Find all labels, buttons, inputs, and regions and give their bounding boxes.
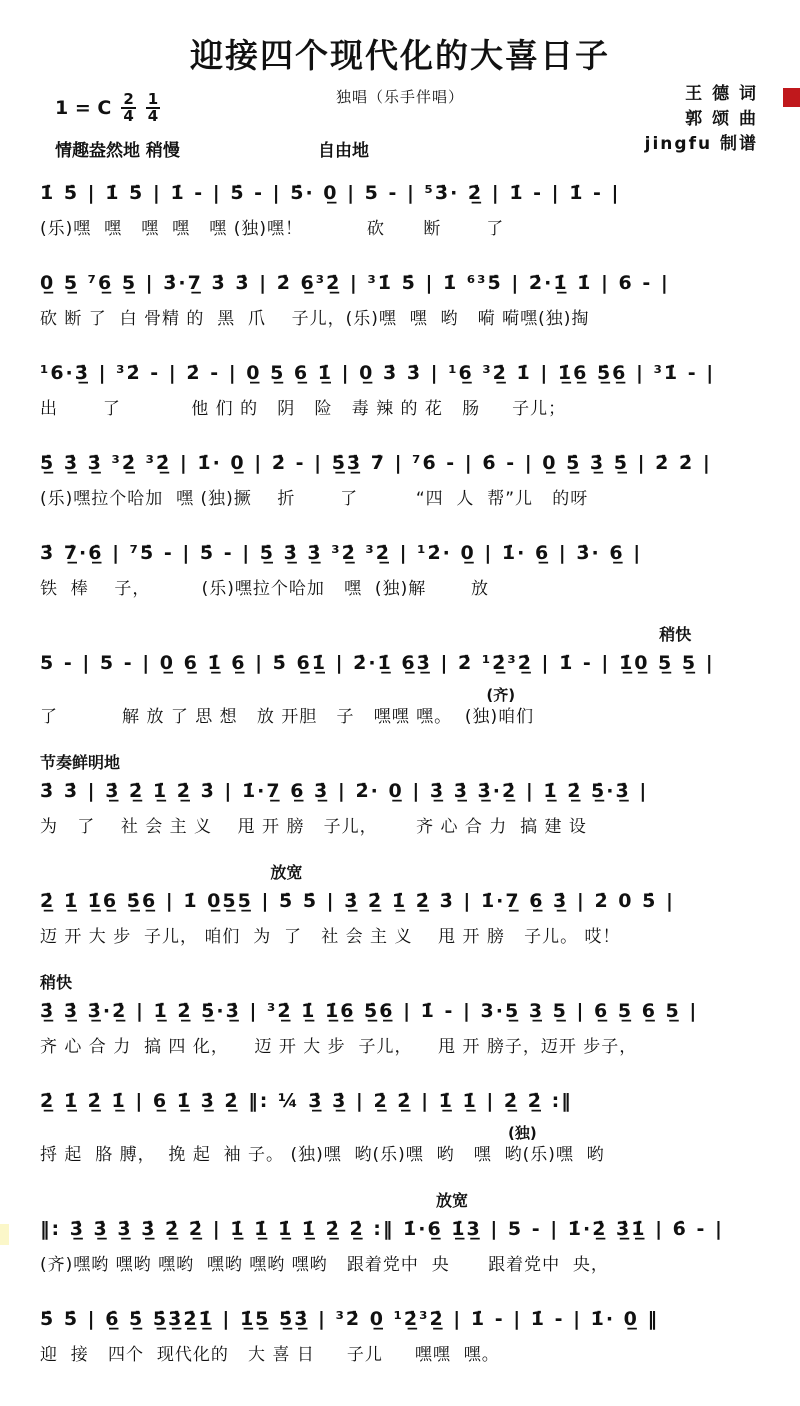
lyrics-line: 了 解 放 了 思 想 放 开胆 子 嘿嘿 嘿。 (独)咱们 — [40, 707, 535, 727]
tempo-marking-rhythmic: 节奏鲜明地 — [40, 753, 121, 772]
key-signature — [55, 92, 160, 124]
notation-line: 3̇ 3̇ | 3̲̇ 2̲̇ 1̲̇ 2̲̇ 3̇ | 1̇·7̲ 6̲ 3̲̇ | 2̇· 0̲ | 3̲̇ 3̲̇ 3̲̇·2̲̇ | 1̲̇ 2̲̇ 5̲̇·3̲̇ | — [40, 780, 649, 802]
time-sig-numerator: 1 — [147, 90, 159, 108]
notation-line: 5̇ 5̇ | 6̲̇ 5̲̇ 5̲̇3̲̇2̲̇1̲̇ | 1̲̇5̲ 5̲̇3̲̇ | ³2̇ 0̲ ¹2̲̇³2̲̇ | 1̇ - | 1̇ - | 1̇· 0̲ ‖ — [40, 1308, 660, 1330]
score — [0, 172, 800, 1366]
notation-line: ‖: 3̲̇ 3̲̇ 3̲̇ 3̲̇ 2̲̇ 2̲̇ | 1̲̇ 1̲̇ 1̲̇ 1̲̇ 2̲̇ 2̲̇ :‖ 1̇·6̲ 1̲̇3̲ | 5 - | 1̇·2̲̇ 3̲̇1̲̇ | 6̇ - | — [40, 1218, 724, 1240]
song-title: 迎接四个现代化的大喜日子 — [190, 36, 610, 75]
notation-line: 2̲̇ 1̲̇ 1̲̇6̲ 5̲̇6̲ | 1̇ 0̲5̲5̲ | 5̇ 5̇ | 3̲̇ 2̲̇ 1̲̇ 2̲̇ 3̇ | 1̇·7̲ 6̲ 3̲̇ | 2̇ 0 5̇ | — [40, 890, 675, 912]
notation-line: 1̇ 5̇ | 1̇ 5̇ | 1̇ - | 5̇ - | 5̇· 0̲ | 5 - | ⁵3̇· 2̲̇ | 1̇ - | 1̇ - | — [40, 182, 621, 204]
system-12 — [40, 1298, 760, 1366]
composer-credit: 郭 颂 曲 — [685, 109, 758, 129]
tempo-marking-fangkuan: 放宽 — [270, 863, 303, 882]
lyrics-line: (齐)嘿哟 嘿哟 嘿哟 嘿哟 嘿哟 嘿哟 跟着党中 央 跟着党中 央， — [40, 1255, 609, 1275]
system-3 — [40, 352, 760, 420]
lyrics-line: 捋 起 胳 膊， 挽 起 袖 子。 (独)嘿 哟(乐)嘿 哟 嘿 哟(乐)嘿 哟 — [40, 1145, 605, 1165]
transcriber-credit: jingfu 制谱 — [644, 134, 758, 154]
notation-line: 5 - | 5 - | 0̲ 6̲ 1̲̇ 6̲ | 5̇ 6̲1̲̇ | 2̇·1̲̇ 6̲3̲̇ | 2̇ ¹2̲̇³2̲̇ | 1̇ - | 1̲̇0̲ 5̲ 5̲ | — [40, 652, 715, 674]
system-4 — [40, 442, 760, 510]
yellow-edge-mark — [0, 1224, 9, 1245]
lyrics-line: 迈 开 大 步 子儿， 咱们 为 了 社 会 主 义 甩 开 膀 子儿。 哎！ — [40, 927, 621, 947]
ensemble-marking-qi: (齐) — [486, 686, 516, 704]
notation-line: 0̲ 5̲ ⁷6̲ 5̲ | 3̇·7̲ 3̇ 3̇ | 2̇ 6̲³2̲̇ | ³1̇ 5̇ | 1̇ ⁶³5̇ | 2̇·1̲̇ 1̇ | 6 - | — [40, 272, 670, 294]
time-signature-1-4 — [146, 92, 160, 124]
tempo-marking-fangkuan: 放宽 — [436, 1191, 469, 1210]
tempo-marking-shaokuai: 稍快 — [40, 973, 73, 992]
tempo-marking-free: 自由地 — [318, 141, 369, 161]
notation-line: ¹6·3̲̇ | ³2̇ - | 2̇ - | 0̲ 5̲ 6̲ 1̲̇ | 0̲ 3̇ 3̇ | ¹6̲ ³2̲̇ 1̇ | 1̲̇6̲ 5̲̇6̲ | ³1̇ - | — [40, 362, 716, 384]
tempo-marking-shaokuai: 稍快 — [659, 625, 692, 644]
lyrics-line: 出 了 他 们 的 阴 险 毒 辣 的 花 肠 子儿； — [40, 399, 567, 419]
system-6 — [40, 622, 760, 728]
time-sig-denominator: 4 — [147, 107, 159, 125]
notation-line: 3̇ 7̲̇·6̲̇ | ⁷5̇ - | 5̇ - | 5̲̇ 3̲̇ 3̲̇ ³2̲̇ ³2̲̇ | ¹2̇· 0̲ | 1̇· 6̲ | 3̇· 6̲ | — [40, 542, 643, 564]
lyrics-line: 铁 棒 子， (乐)嘿拉个哈加 嘿 (独)解 放 — [40, 579, 490, 599]
song-subtitle: 独唱（乐手伴唱） — [335, 88, 464, 106]
lyrics-line: (乐)嘿 嘿 嘿 嘿 嘿 (独)嘿！ 砍 断 了 — [40, 219, 505, 239]
notation-line: 3̲̇ 3̲̇ 3̲̇·2̲̇ | 1̲̇ 2̲̇ 5̲̇·3̲̇ | ³2̲̇ 1̲̇ 1̲̇6̲ 5̲̇6̲ | 1̇ - | 3·5̲ 3̲ 5̲ | 6̲ 5̲ 6̲ 5̲ | — [40, 1000, 699, 1022]
system-9 — [40, 970, 760, 1058]
lyrics-line: 齐 心 合 力 搞 四 化， 迈 开 大 步 子儿， 甩 开 膀子，迈开 步子， — [40, 1037, 638, 1057]
time-sig-numerator: 2 — [123, 90, 134, 108]
lyrics-line: (乐)嘿拉个哈加 嘿 (独)撅 折 了 “四 人 帮”儿 的呀 — [40, 489, 589, 509]
notation-line: 2̲̇ 1̲̇ 2̲̇ 1̲̇ | 6̲ 1̲̇ 3̲̇ 2̲̇ ‖: ¼ 3̲̇ 3̲̇ | 2̲̇ 2̲̇ | 1̲̇ 1̲̇ | 2̲̇ 2̲̇ :‖ — [40, 1090, 573, 1112]
notation-line: 5̲̇ 3̲̇ 3̲̇ ³2̲̇ ³2̲̇ | 1̇· 0̲ | 2̇ - | 5̲̇3̲̇ 7̇ | ⁷6̇ - | 6̇ - | 0̲ 5̲̇ 3̲̇ 5̲̇ | 2̇ 2̇ | — [40, 452, 712, 474]
tempo-marking-main: 情趣盎然地 稍慢 — [55, 141, 180, 161]
solo-marking-du: (独) — [508, 1124, 537, 1142]
system-7 — [40, 750, 760, 838]
time-signature-2-4 — [121, 92, 135, 124]
lyrics-line: 为 了 社 会 主 义 甩 开 膀 子儿， 齐 心 合 力 搞 建 设 — [40, 817, 587, 837]
lyrics-line: 迎 接 四个 现代化的 大 喜 日 子儿 嘿嘿 嘿。 — [40, 1345, 500, 1365]
lyricist-credit: 王 德 词 — [685, 84, 758, 104]
lyrics-line: 砍 断 了 白 骨精 的 黑 爪 子儿，(乐)嘿 嘿 哟 嗬 嗬嘿(独)掏 — [40, 309, 590, 329]
header — [0, 0, 800, 172]
system-1 — [40, 172, 760, 240]
system-11 — [40, 1188, 760, 1276]
system-2 — [40, 262, 760, 330]
system-8 — [40, 860, 760, 948]
system-10 — [40, 1080, 760, 1166]
key-tonic: 1 = C — [55, 97, 112, 119]
time-sig-denominator: 4 — [123, 107, 134, 125]
system-5 — [40, 532, 760, 600]
credits — [645, 82, 758, 157]
